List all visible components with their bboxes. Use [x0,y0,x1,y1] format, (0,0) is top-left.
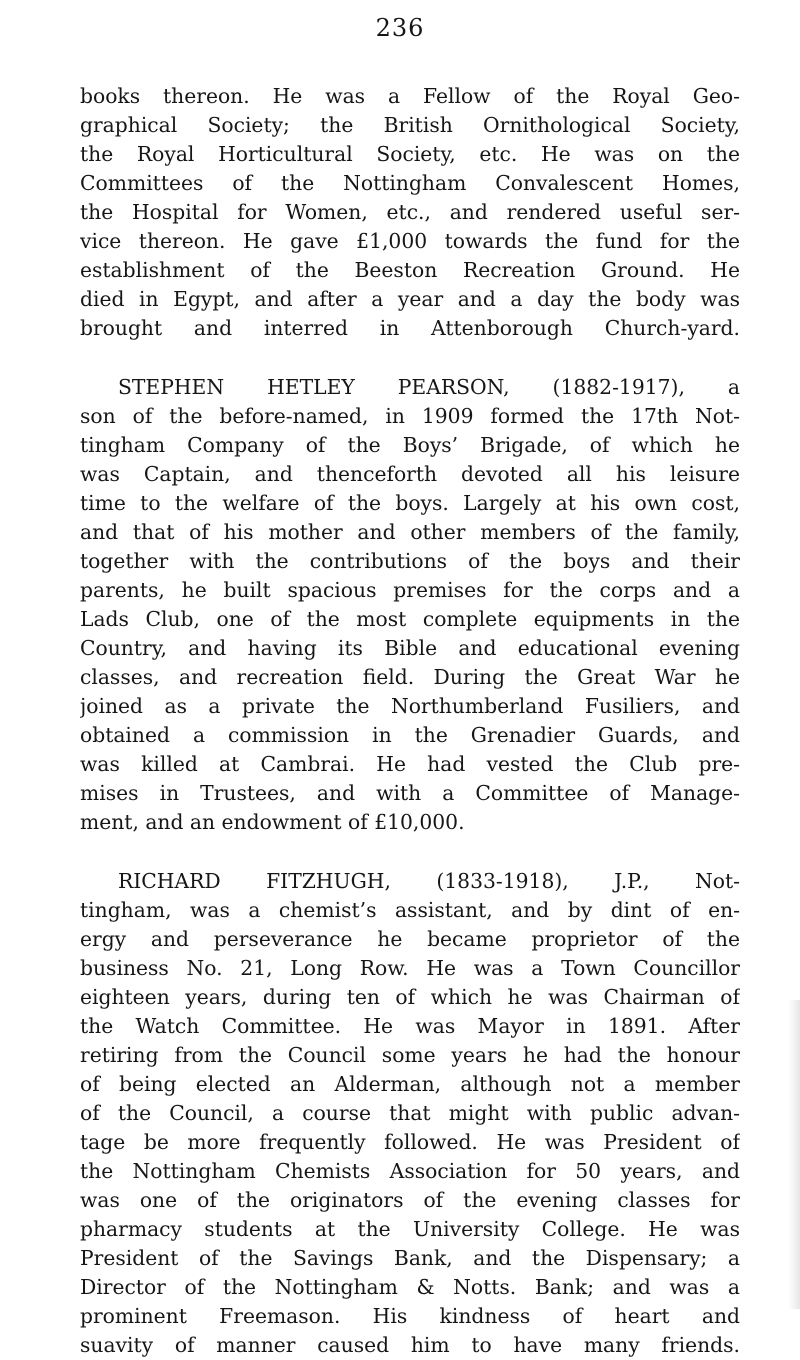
text-line: and that of his mother and other members of the family, [80,520,740,544]
text-line: classes, and recreation field. During the Great War he [80,665,740,689]
paragraph-gap [80,343,740,373]
text-line: joined as a private the Northumberland Fusiliers, and [80,694,740,718]
text-line: suavity of manner caused him to have many friends. [80,1333,740,1357]
text-line: the Hospital for Women, etc., and rendered useful ser- [80,200,740,224]
text-line: Director of the Nottingham & Notts. Bank; and was a [80,1275,740,1299]
text-line: parents, he built spacious premises for the corps and a [80,578,740,602]
text-line: prominent Freemason. His kindness of heart and [80,1304,740,1328]
text-line: books thereon. He was a Fellow of the Royal Geo- [80,84,740,108]
text-line: was one of the originators of the evening classes for [80,1188,740,1212]
text-line: mises in Trustees, and with a Committee of Manage- [80,781,740,805]
paragraph-gap [80,837,740,867]
entry-heading-line: STEPHEN HETLEY PEARSON, (1882-1917), a [118,375,740,399]
text-line: the Watch Committee. He was Mayor in 1891. After [80,1014,740,1038]
text-line: tage be more frequently followed. He was President of [80,1130,740,1154]
text-line: graphical Society; the British Ornithological Society, [80,113,740,137]
text-line: President of the Savings Bank, and the Dispensary; a [80,1246,740,1270]
text-line: ment, and an endowment of £10,000. [80,810,465,834]
text-line: was Captain, and thenceforth devoted all his leisure [80,462,740,486]
page-number: 236 [375,14,425,42]
text-line: the Nottingham Chemists Association for 50 years, and [80,1159,740,1183]
text-line: son of the before-named, in 1909 formed the 17th Not- [80,404,740,428]
text-line: ergy and perseverance he became proprietor of the [80,927,740,951]
text-line: was killed at Cambrai. He had vested the Club pre- [80,752,740,776]
entry-heading-line: RICHARD FITZHUGH, (1833-1918), J.P., Not- [118,869,740,893]
text-line: obtained a commission in the Grenadier Guards, and [80,723,740,747]
text-line: pharmacy students at the University College. He was [80,1217,740,1241]
text-line: of being elected an Alderman, although not a member [80,1072,740,1096]
text-line: establishment of the Beeston Recreation Ground. He [80,258,740,282]
text-column [80,82,740,1360]
text-line: tingham Company of the Boys’ Brigade, of which he [80,433,740,457]
text-line: business No. 21, Long Row. He was a Town Councillor [80,956,740,980]
text-line: died in Egypt, and after a year and a day the body was [80,287,740,311]
text-line: together with the contributions of the boys and their [80,549,740,573]
text-line: Committees of the Nottingham Convalescent Homes, [80,171,740,195]
text-line: time to the welfare of the boys. Largely at his own cost, [80,491,740,515]
text-line: Lads Club, one of the most complete equipments in the [80,607,740,631]
text-line: the Royal Horticultural Society, etc. He was on the [80,142,740,166]
text-line: vice thereon. He gave £1,000 towards the fund for the [80,229,740,253]
text-line: Country, and having its Bible and educational evening [80,636,740,660]
text-line: of the Council, a course that might with public advan- [80,1101,740,1125]
paragraph-stephen-hetley-pearson [80,373,740,837]
text-line: eighteen years, during ten of which he was Chairman of [80,985,740,1009]
text-line: retiring from the Council some years he had the honour [80,1043,740,1067]
page-edge-shadow [788,1000,800,1309]
paragraph-pearson-senior-continued [80,82,740,343]
text-line: brought and interred in Attenborough Church-yard. [80,316,740,340]
text-line: tingham, was a chemist’s assistant, and by dint of en- [80,898,740,922]
paragraph-richard-fitzhugh [80,867,740,1360]
